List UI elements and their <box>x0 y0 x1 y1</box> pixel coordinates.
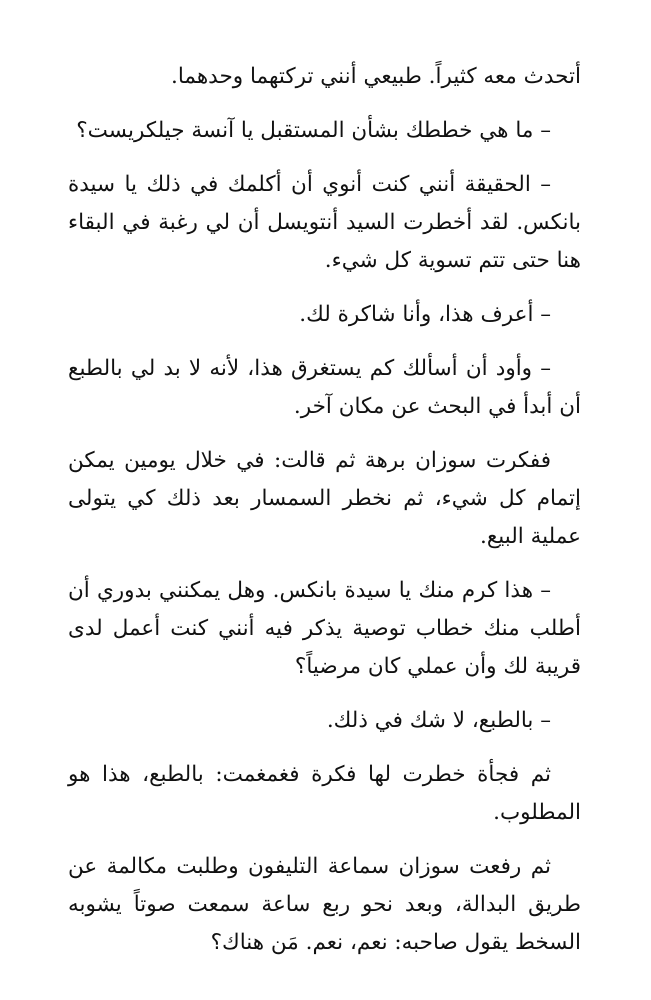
paragraph: ففكرت سوزان برهة ثم قالت: في خلال يومين يمكن إتمام كل شيء، ثم نخطر السمسار بعد ذلك كي يتولى عملية البيع. <box>68 448 581 549</box>
dialogue-line: – ما هي خططك بشأن المستقبل يا آنسة جيلكريست؟ <box>76 118 551 143</box>
dialogue-line: – الحقيقة أنني كنت أنوي أن أكلمك في ذلك يا سيدة بانكس. لقد أخطرت السيد أنتويسل أن لي رغبة في البقاء هنا حتى تتم تسوية كل شيء. <box>68 172 581 273</box>
dialogue-line: – بالطبع، لا شك في ذلك. <box>326 708 551 733</box>
paragraph: أتحدث معه كثيراً. طبيعي أنني تركتهما وحدهما. <box>171 64 581 89</box>
book-page <box>68 58 581 978</box>
dialogue-line: – وأود أن أسألك كم يستغرق هذا، لأنه لا بد لي بالطبع أن أبدأ في البحث عن مكان آخر. <box>68 356 581 419</box>
paragraph: ثم رفعت سوزان سماعة التليفون وطلبت مكالمة عن طريق البدالة، وبعد نحو ربع ساعة سمعت صوتاً يشوبه السخط يقول صاحبه: نعم، نعم. مَن هناك؟ <box>68 854 581 955</box>
paragraph: ثم فجأة خطرت لها فكرة فغمغمت: بالطبع، هذا هو المطلوب. <box>68 762 581 825</box>
dialogue-line: – هذا كرم منك يا سيدة بانكس. وهل يمكنني بدوري أن أطلب منك خطاب توصية يذكر فيه أنني كنت أعمل لدى قريبة لك وأن عملي كان مرضياً؟ <box>68 578 581 679</box>
dialogue-line: – أعرف هذا، وأنا شاكرة لك. <box>299 302 551 327</box>
